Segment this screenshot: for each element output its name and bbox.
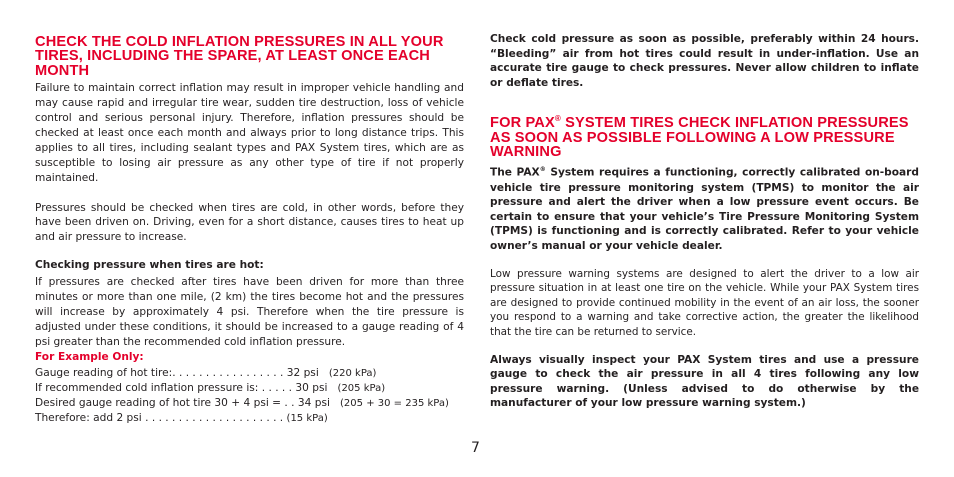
failure-paragraph: Failure to maintain correct inflation may result in improper vehicle handling and may cause rapid and irregular tire wear, sudden tire destruction, loss of vehicle control and serious personal injury. Therefore, inflation pressures should be checked at least once each month and always prior to long distance trips. This applies to all tires, including sealant types and PAX System tires, which are as susceptible to losing air pressure as any other type of tire if not properly maintained. [35,82,464,184]
hot-tires-paragraph: If pressures are checked after tires have been driven for more than three minutes or more than one mile, (2 km) the tires become hot and the pressures will increase by approximately 4 psi. Therefore when the tire pressure is adjusted under these conditions, it should be increased to a gauge reading of 4 psi greater than the recommended cold inflation pressure. [35,275,464,348]
left-column [35,0,464,426]
cold-inflation-heading: CHECK THE COLD INFLATION PRESSURES IN ALL YOUR TIRES, INCLUDING THE SPARE, AT LEAST ONCE EACH MONTH [35,34,444,79]
cold-pressure-intro: Check cold pressure as soon as possible, preferably within 24 hours. “Bleeding” air from hot tires could result in under-inflation. Use an accurate tire gauge to check pressures. Never allow children to inflate or deflate tires. [490,33,919,89]
hot-tires-subheading: Checking pressure when tires are hot: [35,259,264,272]
example-row: If recommended cold inflation pressure is: . . . . . 30 psi (205 kPa) [35,382,386,394]
pax-system-heading: FOR PAX® SYSTEM TIRES CHECK INFLATION PRESSURES AS SOON AS POSSIBLE FOLLOWING A LOW PRESSURE WARNING [490,114,909,161]
page-number: 7 [471,440,480,456]
example-label: For Example Only: [35,351,144,364]
low-pressure-paragraph: Low pressure warning systems are designed to alert the driver to a low air pressure situation in at least one tire on the vehicle. While your PAX System tires are designed to provide continued mobility in the event of an air loss, the sooner you respond to a warning and take corrective action, the greater the likelihood that the tire can be returned to service. [490,267,919,338]
pax-tpms-paragraph: The PAX® System requires a functioning, correctly calibrated on-board vehicle tire pressure monitoring system (TPMS) to monitor the air pressure and alert the driver when a low pressure event occurs. Be certain to ensure that your vehicle’s Tire Pressure Monitoring System (TPMS) is functioning and is correctly calibrated. Refer to your vehicle owner’s manual or your vehicle dealer. [490,166,919,252]
example-table [35,366,464,426]
example-row: Desired gauge reading of hot tire 30 + 4 psi = . . 34 psi (205 + 30 = 235 kPa) [35,397,449,409]
example-row: Therefore: add 2 psi . . . . . . . . . . . . . . . . . . . . . (15 kPa) [35,412,328,424]
example-row: Gauge reading of hot tire:. . . . . . . . . . . . . . . . . 32 psi (220 kPa) [35,367,377,379]
right-column [490,0,919,411]
cold-check-paragraph: Pressures should be checked when tires are cold, in other words, before they have been driven on. Driving, even for a short distance, causes tires to heat up and air pressure to increase. [35,201,464,244]
visual-inspect-paragraph: Always visually inspect your PAX System tires and use a pressure gauge to check the air pressure in all 4 tires following any low pressure warning. (Unless advised to do otherwise by the manufacturer of your low pressure warning system.) [490,353,919,410]
